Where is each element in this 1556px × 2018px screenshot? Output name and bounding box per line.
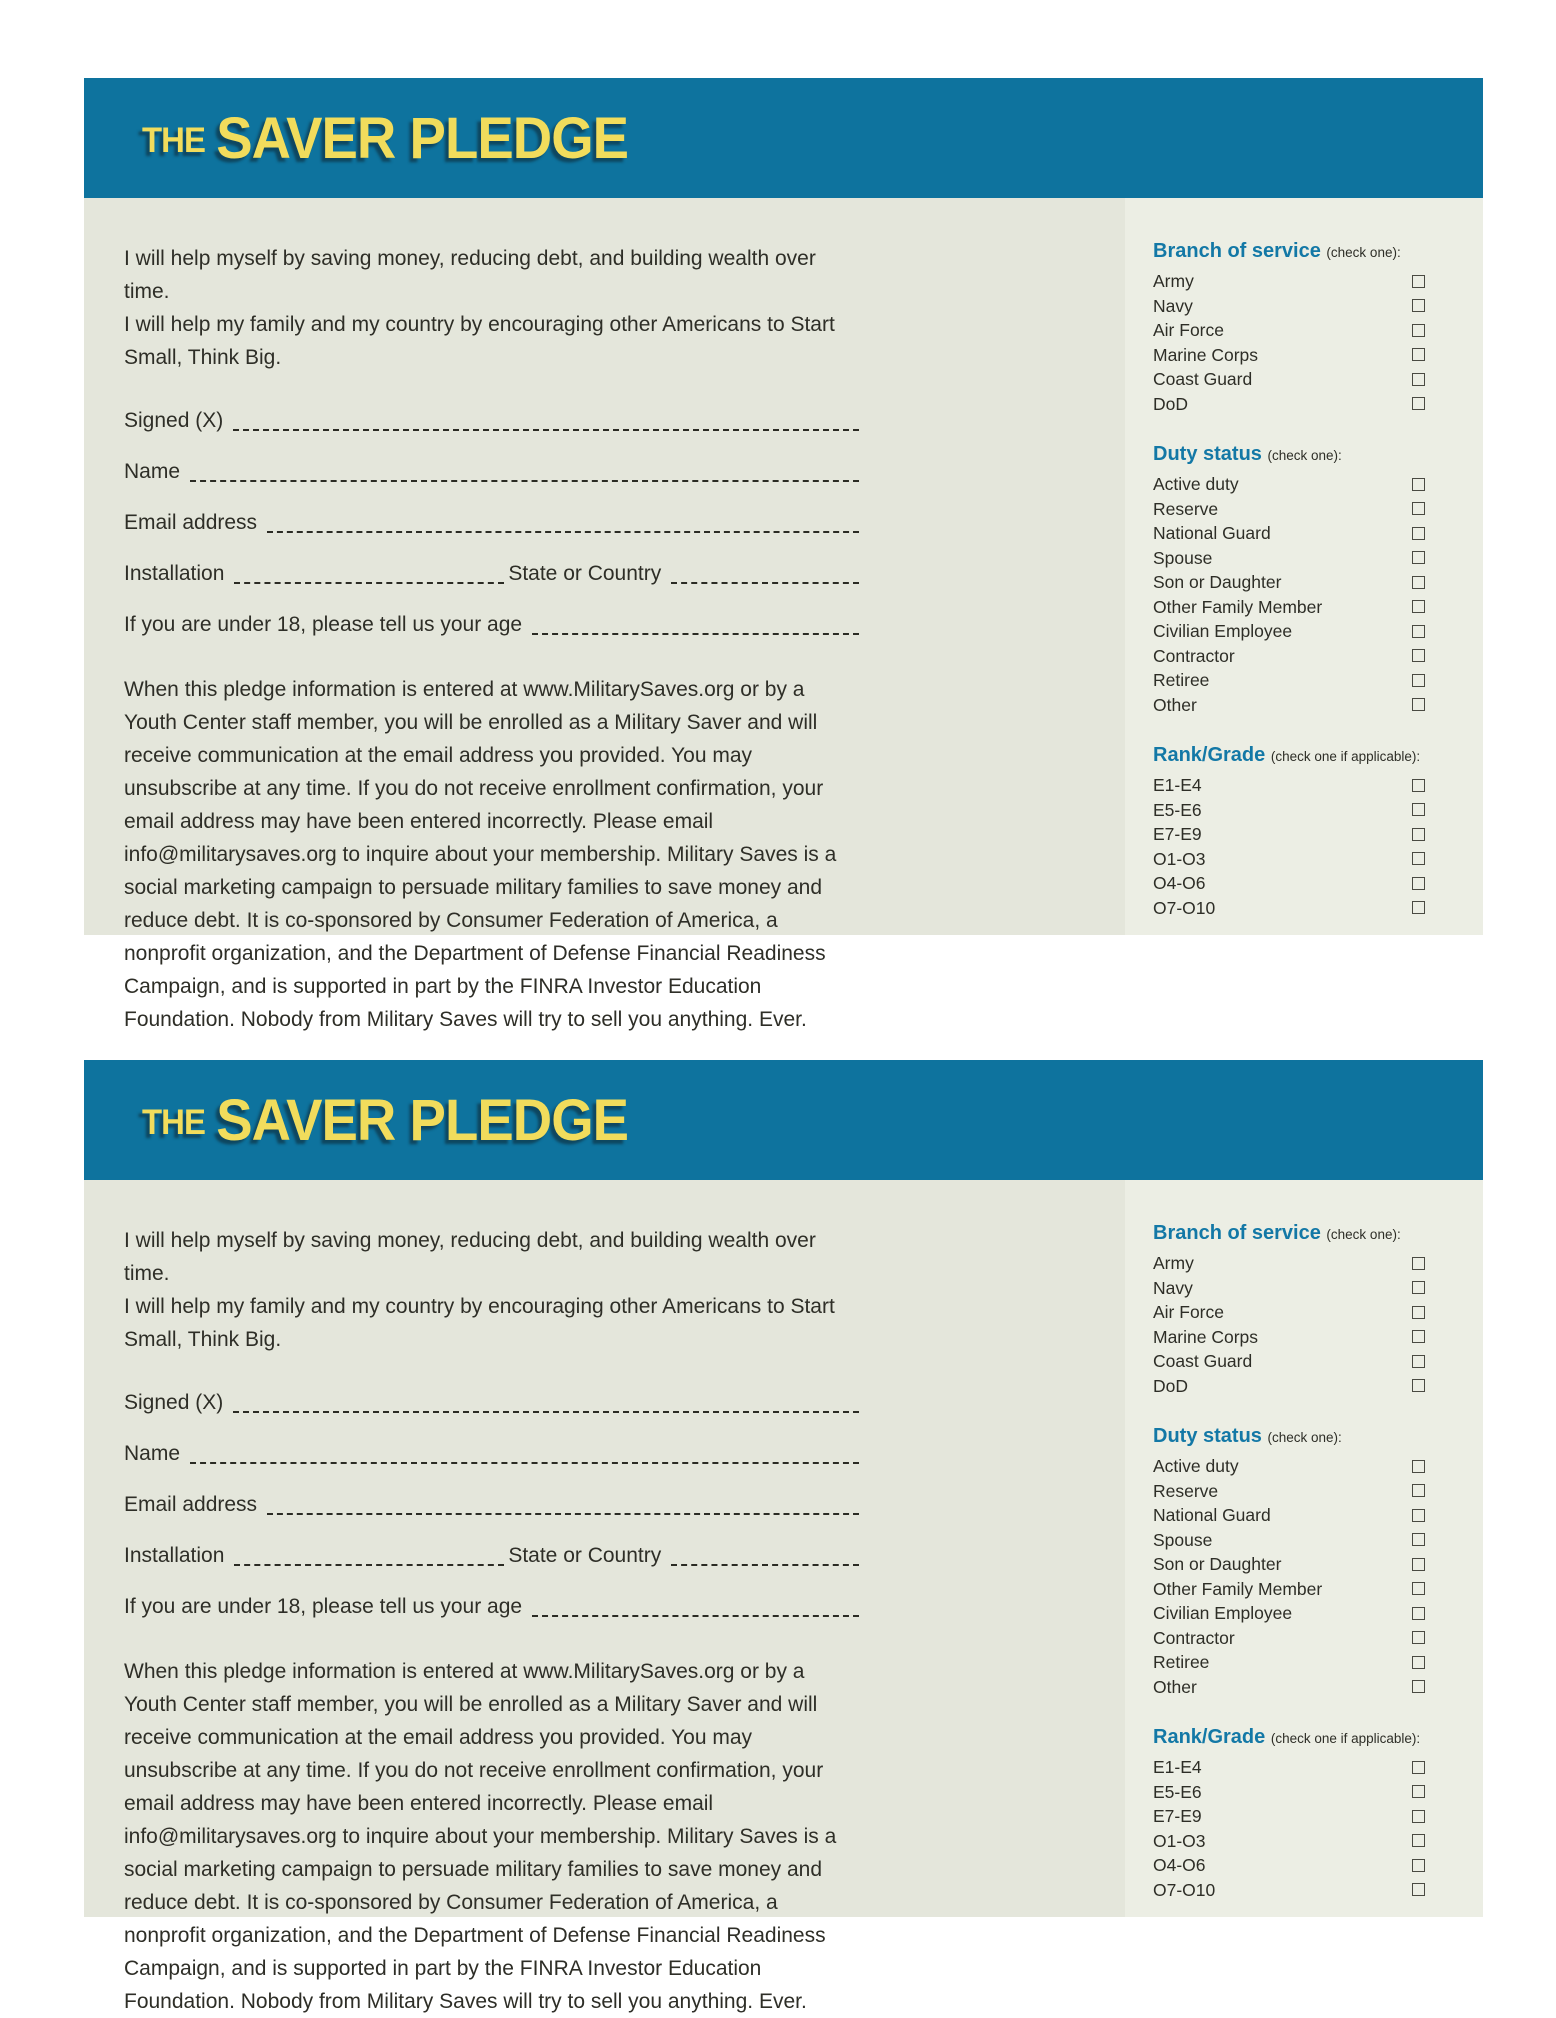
checklist-item <box>1153 1650 1425 1675</box>
branch-of-service-section <box>1153 238 1425 416</box>
checklist-item-label: E7-E9 <box>1153 1806 1202 1826</box>
checklist-item-label: Other Family Member <box>1153 1578 1323 1599</box>
pledge-statement <box>124 242 861 374</box>
main-column <box>84 198 1125 1031</box>
age-label: If you are under 18, please tell us your age <box>124 613 523 636</box>
branch-note: (check one): <box>1326 1227 1401 1242</box>
checklist-item <box>1153 343 1425 368</box>
rank-grade-section <box>1153 1724 1425 1902</box>
duty-status-section <box>1153 1423 1425 1699</box>
disclaimer-text: When this pledge information is entered at www.MilitarySaves.org or by a Youth Center staff member, you will be enrolled as a Military Saver and will receive communication at the email address you provided. You may unsubscribe at any time. If you do not receive enrollment confirmation, your email address may have been entered incorrectly. Please email info@militarysaves.org to inquire about your membership. Military Saves is a social marketing campaign to persuade military families to save money and reduce debt. It is co-sponsored by Consumer Federation of America, a nonprofit organization, and the Department of Defense Financial Readiness Campaign, and is supported in part by the FINRA Investor Education Foundation. Nobody from Military Saves will try to sell you anything. Ever. <box>124 678 837 1031</box>
checklist-item <box>1153 1276 1425 1301</box>
card-title <box>142 1087 628 1154</box>
checklist-item-label: DoD <box>1153 1375 1189 1396</box>
checklist-item <box>1153 1804 1425 1829</box>
checklist-item-label: O7-O10 <box>1153 1879 1216 1900</box>
checkbox[interactable] <box>1412 828 1425 841</box>
checkbox[interactable] <box>1412 502 1425 515</box>
checklist-item <box>1153 1552 1425 1577</box>
checklist-item-label: Air Force <box>1153 1302 1224 1322</box>
checkbox[interactable] <box>1412 348 1425 361</box>
checklist-item-label: O4-O6 <box>1153 873 1206 893</box>
checklist-item <box>1153 367 1425 392</box>
pledge-line-2: I will help my family and my country by encouraging other Americans to Start Small, Think Big. <box>124 1295 835 1351</box>
checklist-item <box>1153 1780 1425 1805</box>
checklist-item <box>1153 570 1425 595</box>
name-input-line[interactable] <box>190 480 859 482</box>
rank-heading: Rank/Grade (check one if applicable): <box>1153 744 1421 766</box>
checkbox[interactable] <box>1412 803 1425 816</box>
checkbox[interactable] <box>1412 1631 1425 1644</box>
checklist-item <box>1153 668 1425 693</box>
duty-heading: Duty status (check one): <box>1153 1425 1342 1447</box>
branch-heading: Branch of service (check one): <box>1153 1222 1401 1244</box>
age-label: If you are under 18, please tell us your age <box>124 1595 523 1618</box>
branch-heading: Branch of service (check one): <box>1153 240 1401 262</box>
checklist-item <box>1153 619 1425 644</box>
checklist-item <box>1153 1853 1425 1878</box>
installation-input-line[interactable] <box>234 1564 504 1566</box>
checkbox[interactable] <box>1412 1834 1425 1847</box>
signed-label: Signed (X) <box>124 1391 224 1414</box>
duty-note: (check one): <box>1267 1430 1342 1445</box>
checkbox[interactable] <box>1412 478 1425 491</box>
checklist-item <box>1153 693 1425 718</box>
branch-of-service-section <box>1153 1220 1425 1398</box>
email-field-row <box>124 506 861 539</box>
checklist-item-label: Coast Guard <box>1153 1351 1253 1371</box>
checkbox[interactable] <box>1412 1460 1425 1473</box>
checkbox[interactable] <box>1412 275 1425 288</box>
rank-note: (check one if applicable): <box>1270 749 1421 764</box>
age-input-line[interactable] <box>532 1615 859 1617</box>
checkbox[interactable] <box>1412 551 1425 564</box>
pledge-line-1: I will help myself by saving money, reducing debt, and building wealth over time. <box>124 1229 816 1285</box>
email-label: Email address <box>124 1493 258 1516</box>
pledge-card-2 <box>84 1060 1483 2013</box>
checkbox[interactable] <box>1412 1761 1425 1774</box>
checklist-item-label: Retiree <box>1153 1652 1210 1672</box>
checkbox[interactable] <box>1412 397 1425 410</box>
checklist-item-label: O1-O3 <box>1153 848 1206 869</box>
checklist-item-label: National Guard <box>1153 1505 1271 1525</box>
checklist-item <box>1153 1528 1425 1553</box>
checkbox[interactable] <box>1412 324 1425 337</box>
checklist-item-label: E5-E6 <box>1153 799 1202 820</box>
name-field-row <box>124 455 861 488</box>
checklist-item-label: Reserve <box>1153 1480 1219 1501</box>
checklist-item-label: Air Force <box>1153 320 1224 340</box>
email-input-line[interactable] <box>267 531 859 533</box>
checkbox[interactable] <box>1412 373 1425 386</box>
checklist-item <box>1153 269 1425 294</box>
checkbox[interactable] <box>1412 1680 1425 1693</box>
rank-checklist <box>1153 773 1425 920</box>
checkbox[interactable] <box>1412 674 1425 687</box>
checkbox[interactable] <box>1412 600 1425 613</box>
checklist-item <box>1153 847 1425 872</box>
signed-field-row <box>124 404 861 437</box>
checkbox[interactable] <box>1412 1257 1425 1270</box>
email-input-line[interactable] <box>267 1513 859 1515</box>
checklist-item <box>1153 1349 1425 1374</box>
checklist-item <box>1153 822 1425 847</box>
checklist-item-label: Active duty <box>1153 474 1239 494</box>
name-field-row <box>124 1437 861 1470</box>
checkbox[interactable] <box>1412 1355 1425 1368</box>
checklist-item-label: O1-O3 <box>1153 1830 1206 1851</box>
checkbox[interactable] <box>1412 779 1425 792</box>
checklist-item-label: Marine Corps <box>1153 344 1259 365</box>
checklist-item <box>1153 1251 1425 1276</box>
email-field-row <box>124 1488 861 1521</box>
checklist-item-label: Coast Guard <box>1153 369 1253 389</box>
state-label: State or Country <box>508 1544 662 1567</box>
checklist-item-label: Other <box>1153 694 1197 715</box>
rank-checklist <box>1153 1755 1425 1902</box>
checkbox[interactable] <box>1412 649 1425 662</box>
checklist-item <box>1153 1626 1425 1651</box>
card-header <box>84 1060 1483 1180</box>
checklist-item-label: E5-E6 <box>1153 1781 1202 1802</box>
checklist-item-label: Active duty <box>1153 1456 1239 1476</box>
checklist-item-label: Army <box>1153 1253 1194 1273</box>
checklist-item-label: E1-E4 <box>1153 1757 1202 1777</box>
checklist-item-label: National Guard <box>1153 523 1271 543</box>
sidebar <box>1125 198 1483 935</box>
sidebar <box>1125 1180 1483 1917</box>
checklist-item <box>1153 1577 1425 1602</box>
duty-checklist <box>1153 1454 1425 1699</box>
checkbox[interactable] <box>1412 901 1425 914</box>
installation-field-row <box>124 1539 861 1572</box>
name-label: Name <box>124 1442 181 1465</box>
checklist-item-label: Other <box>1153 1676 1197 1697</box>
checklist-item <box>1153 773 1425 798</box>
checklist-item <box>1153 1325 1425 1350</box>
checklist-item-label: Marine Corps <box>1153 1326 1259 1347</box>
checklist-item-label: Civilian Employee <box>1153 621 1293 641</box>
checklist-item <box>1153 472 1425 497</box>
checklist-item <box>1153 1675 1425 1700</box>
signed-field-row <box>124 1386 861 1419</box>
checklist-item-label: Contractor <box>1153 1627 1235 1648</box>
checkbox[interactable] <box>1412 852 1425 865</box>
checklist-item <box>1153 595 1425 620</box>
checklist-item <box>1153 1479 1425 1504</box>
checkbox[interactable] <box>1412 877 1425 890</box>
checkbox[interactable] <box>1412 1785 1425 1798</box>
checklist-item <box>1153 798 1425 823</box>
main-column <box>84 1180 1125 2013</box>
checklist-item <box>1153 1601 1425 1626</box>
installation-input-line[interactable] <box>234 582 504 584</box>
checkbox[interactable] <box>1412 299 1425 312</box>
installation-label: Installation <box>124 1544 225 1567</box>
checklist-item-label: E1-E4 <box>1153 775 1202 795</box>
state-input-line[interactable] <box>671 582 859 584</box>
checkbox[interactable] <box>1412 1582 1425 1595</box>
rank-note: (check one if applicable): <box>1270 1731 1421 1746</box>
disclaimer-text: When this pledge information is entered at www.MilitarySaves.org or by a Youth Center staff member, you will be enrolled as a Military Saver and will receive communication at the email address you provided. You may unsubscribe at any time. If you do not receive enrollment confirmation, your email address may have been entered incorrectly. Please email info@militarysaves.org to inquire about your membership. Military Saves is a social marketing campaign to persuade military families to save money and reduce debt. It is co-sponsored by Consumer Federation of America, a nonprofit organization, and the Department of Defense Financial Readiness Campaign, and is supported in part by the FINRA Investor Education Foundation. Nobody from Military Saves will try to sell you anything. Ever. <box>124 1660 837 2013</box>
duty-note: (check one): <box>1267 448 1342 463</box>
checklist-item-label: DoD <box>1153 393 1189 414</box>
name-input-line[interactable] <box>190 1462 859 1464</box>
checklist-item <box>1153 1300 1425 1325</box>
pledge-line-1: I will help myself by saving money, reducing debt, and building wealth over time. <box>124 247 816 303</box>
checklist-item <box>1153 644 1425 669</box>
checklist-item <box>1153 294 1425 319</box>
checklist-item <box>1153 546 1425 571</box>
duty-checklist <box>1153 472 1425 717</box>
title-main: SAVER PLEDGE <box>216 1087 629 1153</box>
checklist-item <box>1153 318 1425 343</box>
checklist-item-label: Son or Daughter <box>1153 1554 1282 1574</box>
state-input-line[interactable] <box>671 1564 859 1566</box>
checklist-item <box>1153 1374 1425 1399</box>
checkbox[interactable] <box>1412 1379 1425 1392</box>
checkbox[interactable] <box>1412 527 1425 540</box>
installation-field-row <box>124 557 861 590</box>
checkbox[interactable] <box>1412 1558 1425 1571</box>
checklist-item-label: Contractor <box>1153 645 1235 666</box>
checklist-item-label: Spouse <box>1153 1529 1213 1550</box>
checklist-item-label: E7-E9 <box>1153 824 1202 844</box>
signed-label: Signed (X) <box>124 409 224 432</box>
checkbox[interactable] <box>1412 1859 1425 1872</box>
checklist-item-label: Spouse <box>1153 547 1213 568</box>
checklist-item <box>1153 521 1425 546</box>
branch-note: (check one): <box>1326 245 1401 260</box>
duty-status-section <box>1153 441 1425 717</box>
checkbox[interactable] <box>1412 1810 1425 1823</box>
age-input-line[interactable] <box>532 633 859 635</box>
checklist-item <box>1153 1755 1425 1780</box>
checkbox[interactable] <box>1412 576 1425 589</box>
checklist-item-label: Son or Daughter <box>1153 572 1282 592</box>
checklist-item <box>1153 497 1425 522</box>
checklist-item-label: Retiree <box>1153 670 1210 690</box>
checkbox[interactable] <box>1412 625 1425 638</box>
checkbox[interactable] <box>1412 1484 1425 1497</box>
checklist-item <box>1153 871 1425 896</box>
pledge-line-2: I will help my family and my country by encouraging other Americans to Start Small, Think Big. <box>124 313 835 369</box>
pledge-statement <box>124 1224 861 1356</box>
checkbox[interactable] <box>1412 698 1425 711</box>
signed-input-line[interactable] <box>233 1411 859 1413</box>
age-field-row <box>124 1590 861 1623</box>
installation-label: Installation <box>124 562 225 585</box>
checklist-item-label: Army <box>1153 271 1194 291</box>
checklist-item <box>1153 1878 1425 1903</box>
rank-heading: Rank/Grade (check one if applicable): <box>1153 1726 1421 1748</box>
checklist-item-label: Navy <box>1153 1277 1193 1298</box>
checklist-item <box>1153 1454 1425 1479</box>
checkbox[interactable] <box>1412 1607 1425 1620</box>
checklist-item-label: Civilian Employee <box>1153 1603 1293 1623</box>
checkbox[interactable] <box>1412 1509 1425 1522</box>
checklist-item <box>1153 896 1425 921</box>
title-main: SAVER PLEDGE <box>216 105 629 171</box>
card-header <box>84 78 1483 198</box>
card-body <box>84 1180 1483 2013</box>
card-body <box>84 198 1483 1031</box>
duty-heading: Duty status (check one): <box>1153 443 1342 465</box>
name-label: Name <box>124 460 181 483</box>
checkbox[interactable] <box>1412 1330 1425 1343</box>
checkbox[interactable] <box>1412 1281 1425 1294</box>
checkbox[interactable] <box>1412 1533 1425 1546</box>
branch-checklist <box>1153 1251 1425 1398</box>
title-prefix: THE <box>142 1102 205 1142</box>
branch-checklist <box>1153 269 1425 416</box>
checkbox[interactable] <box>1412 1306 1425 1319</box>
checklist-item-label: Other Family Member <box>1153 596 1323 617</box>
signed-input-line[interactable] <box>233 429 859 431</box>
checklist-item <box>1153 1829 1425 1854</box>
email-label: Email address <box>124 511 258 534</box>
title-prefix: THE <box>142 120 205 160</box>
checklist-item <box>1153 1503 1425 1528</box>
checkbox[interactable] <box>1412 1883 1425 1896</box>
age-field-row <box>124 608 861 641</box>
checklist-item-label: O7-O10 <box>1153 897 1216 918</box>
card-title <box>142 105 628 172</box>
pledge-card-1 <box>84 78 1483 1031</box>
rank-grade-section <box>1153 742 1425 920</box>
state-label: State or Country <box>508 562 662 585</box>
checklist-item-label: Reserve <box>1153 498 1219 519</box>
checklist-item-label: Navy <box>1153 295 1193 316</box>
checklist-item <box>1153 392 1425 417</box>
checkbox[interactable] <box>1412 1656 1425 1669</box>
checklist-item-label: O4-O6 <box>1153 1855 1206 1875</box>
